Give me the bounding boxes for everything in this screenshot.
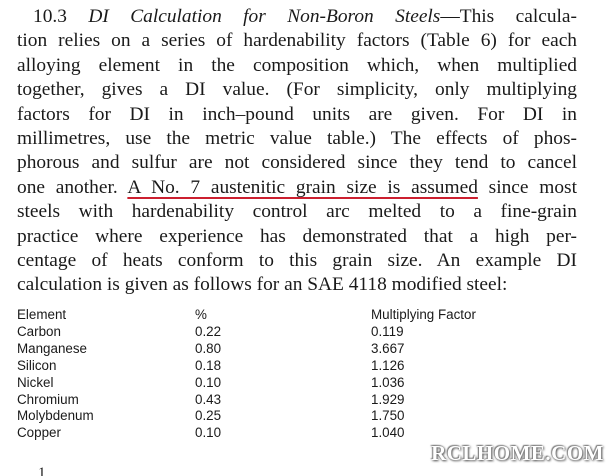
- paragraph-line: phorous and sulfur are not considered since they tend to cancel: [17, 152, 577, 174]
- cell-factor: 0.119: [371, 323, 404, 339]
- paragraph-line: centage of heats conform to this grain size. An example DI: [17, 249, 577, 271]
- cell-percent: 0.10: [195, 425, 222, 441]
- cell-element: Carbon: [17, 323, 61, 339]
- paragraph-line: together, gives a DI value. (For simplicity, only multiplying: [17, 79, 577, 101]
- cell-element: Chromium: [17, 391, 79, 407]
- cell-factor: 1.040: [371, 425, 405, 441]
- paragraph-line: one another. A No. 7 austenitic grain size is assumed since most: [17, 176, 577, 198]
- table-row: [17, 341, 521, 358]
- paragraph-line: practice where experience has demonstrated that a high per-: [17, 225, 577, 247]
- section-number: 10.3: [33, 6, 67, 27]
- header-percent: %: [195, 307, 207, 322]
- paragraph-line: factors for DI in inch–pound units are given. For DI in: [17, 103, 577, 125]
- cell-percent: 0.22: [195, 323, 222, 339]
- table-row: [17, 425, 521, 442]
- cell-element: Molybdenum: [17, 408, 94, 424]
- cell-factor: 3.667: [371, 340, 405, 356]
- body-paragraph: [17, 5, 577, 298]
- cell-factor: 1.750: [371, 408, 405, 424]
- cell-percent: 0.10: [195, 374, 222, 390]
- cell-element: Copper: [17, 425, 61, 441]
- table-row: [17, 375, 521, 392]
- paragraph-line: tion relies on a series of hardenability factors (Table 6) for each: [17, 30, 577, 52]
- element-factor-table: [17, 307, 521, 442]
- cell-percent: 0.43: [195, 391, 222, 407]
- paragraph-line: 10.3 DI Calculation for Non-Boron Steels—This calcula-: [33, 6, 577, 27]
- table-row: [17, 408, 521, 425]
- site-watermark: RCLHOME.COM: [431, 441, 604, 465]
- paragraph-line: millimetres, use the metric value table.) The effects of phos-: [17, 127, 577, 149]
- cell-percent: 0.80: [195, 340, 222, 356]
- header-element: Element: [17, 307, 67, 322]
- cell-factor: 1.126: [371, 357, 405, 373]
- cell-element: Nickel: [17, 374, 54, 390]
- cell-element: Manganese: [17, 340, 87, 356]
- cell-percent: 0.18: [195, 357, 222, 373]
- table-row: [17, 324, 521, 341]
- header-factor: Multiplying Factor: [371, 307, 476, 322]
- paragraph-line: steels with hardenability control arc melted to a fine-grain: [17, 201, 577, 223]
- cell-element: Silicon: [17, 357, 57, 373]
- paragraph-line: alloying element in the composition which, when multiplied: [17, 54, 577, 76]
- cropped-page-mark: 1: [38, 465, 46, 476]
- table-header-row: [17, 307, 521, 324]
- cell-factor: 1.036: [371, 374, 405, 390]
- paragraph-line: calculation is given as follows for an SAE 4118 modified steel:: [17, 274, 508, 296]
- table-row: [17, 392, 521, 409]
- table-row: [17, 358, 521, 375]
- cell-percent: 0.25: [195, 408, 222, 424]
- highlighted-sentence: A No. 7 austenitic grain size is assumed: [127, 176, 478, 198]
- cell-factor: 1.929: [371, 391, 405, 407]
- section-title: DI Calculation for Non-Boron Steels: [88, 6, 441, 27]
